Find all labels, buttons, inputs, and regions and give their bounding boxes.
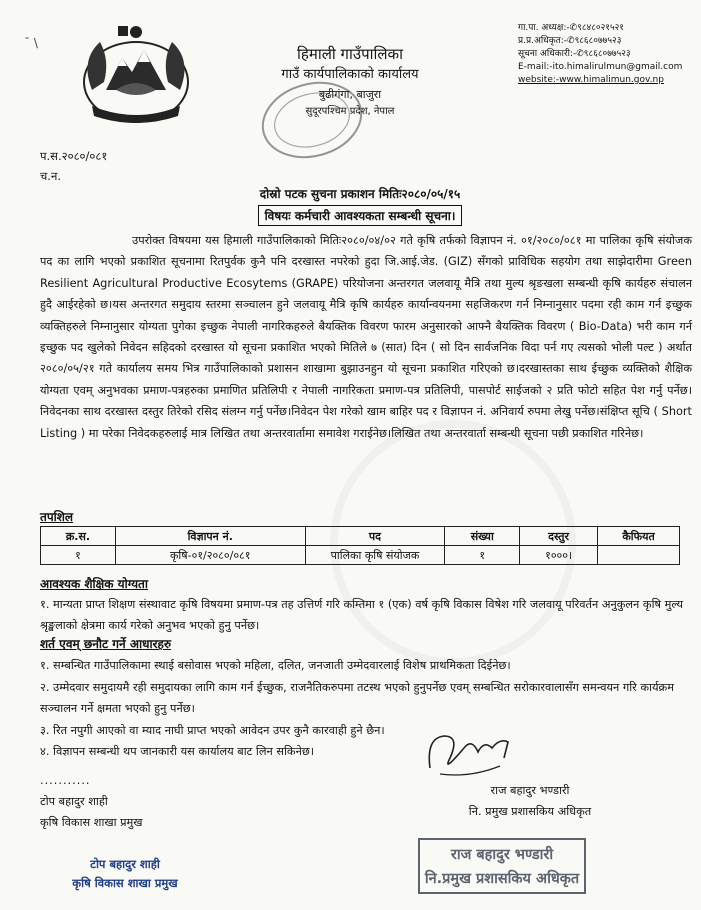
list-item: १. सम्बन्धित गाउँपालिकामा स्थाई बसोवास भएको महिला, दलित, जनजाती उम्मेदवारलाई विशेष प्राथमिकता दिईनेछ। <box>40 659 511 672</box>
col-ad-number: विज्ञापन नं. <box>115 527 305 546</box>
handwritten-signature <box>420 718 520 784</box>
reference-block <box>40 146 107 186</box>
stamp-left-title: कृषि विकास शाखा प्रमुख <box>72 876 178 890</box>
province-name: सुदूरपश्चिम प्रदेश, नेपाल <box>305 106 395 117</box>
nepal-emblem-icon <box>70 20 202 130</box>
cell-serial: १ <box>41 546 116 565</box>
right-signatory-name: राज बहादुर भण्डारी <box>490 784 570 797</box>
education-text: १. मान्यता प्राप्त शिक्षण संस्थावाट कृषि विषयमा प्रमाण-पत्र तह उत्तिर्ण गरि कम्तिमा १ (एक) वर्ष कृषि विकास विषेश गरि जलवायू परिवर्तन अनुकुलन कृषि मुल्य श्रृङ्खलाको क्षेत्रमा कार्य गरेको अनुभव भएको हुनु पर्नेछ। <box>40 598 684 632</box>
email-text: E-mail:-ito.himalirulmun@gmail.com <box>518 62 683 72</box>
table-row <box>41 546 680 565</box>
stamp-left-name: टोप बहादुर शाही <box>90 857 160 871</box>
signature-line: ........... <box>40 774 91 787</box>
dispatch-number: च.न. <box>40 169 61 183</box>
office-name: गाउँ कार्यपालिकाको कार्यालय <box>281 67 419 82</box>
conditions-list <box>40 655 685 763</box>
left-signatory-title: कृषि विकास शाखा प्रमुख <box>40 816 143 829</box>
cell-fee: १०००। <box>520 546 598 565</box>
office-seal-stamp <box>258 80 366 160</box>
right-signatory-title: नि. प्रमुख प्रशासकिय अधिकृत <box>468 805 592 818</box>
publish-date: दोस्रो पटक सुचना प्रकाशन मितिः२०८०/०५/१५ <box>259 187 461 201</box>
subject-line <box>40 205 680 226</box>
staple-mark: ˉ \ <box>24 36 38 50</box>
right-signatory <box>390 780 670 822</box>
chairperson-phone: गा.पा. अध्यक्ष:-✆९८४८०२१५२१ <box>518 23 624 33</box>
right-name-stamp <box>418 838 586 894</box>
col-post: पद <box>305 527 445 546</box>
info-officer-phone: सूचना अधिकारी:-✆९८६८०७७५२३ <box>518 49 631 59</box>
conditions-heading: शर्त एवम् छनौट गर्ने आधारहरु <box>40 637 172 651</box>
col-fee: दस्तुर <box>520 527 598 546</box>
col-remarks: कैफियत <box>598 527 680 546</box>
education-heading: आवश्यक शैक्षिक योग्यता <box>40 577 149 591</box>
cell-post: पालिका कृषि संयोजक <box>305 546 445 565</box>
details-heading: तपशिल <box>40 510 74 524</box>
notice-paragraph: उपरोक्त विषयमा यस हिमाली गाउँपालिकाको मितिः२०८०/०४/०२ गते कृषि तर्फको विज्ञापन नं. ०१/२०८०/०८१ मा पालिका कृषि संयोजक पद का लागि भएको प्रकाशित सूचनामा रितपुर्वक कुनै पनि दरखास्त नपरेको हुदा जि.आई.जेड. (GIZ) सँगको प्राविधिक सहयोग तथा साझेदारीमा Green Resilient Agricultural Productive Ecosytems (GRAPE) परियोजना अन्तरगत जलवायू मैत्रि तथा मुल्य श्रृङखला सम्बन्धी कृषि कार्यहरु संचालन हुदै आईरहेको छ।यस अन्तरगत समुदाय स्तरमा सञ्चालन हुने जलवायू मैत्रि कृषि कार्यहरु कार्यान्वयनमा सहजिकरण गर्न निम्नानुसार पदमा रही काम गर्न इच्छुक व्यक्तिहरुले निम्नानुसार योग्यता पुगेका इच्छुक नेपाली नागरिकहरुले बैयक्तिक विवरण फारम अनुसारको आफ्नै बैयक्तिक विवरण ( Bio-Data) भरी काम गर्न इच्छुक पद खुलेको निवेदन सहिदको दरखास्त यो सूचना प्रकाशित भएको मितिले ७ (सात) दिन ( सो दिन सार्वजनिक विदा पर्न गए त्यसको भोली पल्ट ) अर्थात २०८०/०५/२१ गते कार्यालय समय भित्र गाउँपालिकाको प्रशासन शाखामा बुझाउनहुन यो सूचना प्रकाशित गरिएको छ।दरखास्तका साथ ईच्छुक व्यक्तिको शैक्षिक योग्यता एवम् अनुभवका प्रमाण-पत्रहरुका प्रमाणित प्रतिलिपी र नेपाली नागरिकता प्रमाण-पत्र प्रतिलिपी, पासपोर्ट साईजको २ प्रति फोटो सहित पेश गर्नु पर्नेछ।निवेदनका साथ दरखास्त दस्तुर तिरेको रसिद संलग्न गर्नु पर्नेछ।निवेदन पेश गरेको खाम बाहिर पद र विज्ञापन नं. अनिवार्य रुपमा लेखु पर्नेछ।संक्षिप्त सूचि ( Short Listing ) मा परेका निवेदकहरुलाई मात्र लिखित तथा अन्तरवार्तामा समावेश गराईनेछ।लिखित तथा अन्तरवार्ता सम्बन्धी सूचना पछी प्रकाशित गरिनेछ। <box>40 234 693 440</box>
stamp-right-title: नि.प्रमुख प्रशासकिय अधिकृत <box>424 871 580 887</box>
municipality-name: हिमाली गाउँपालिका <box>297 45 403 63</box>
website-link[interactable]: website:-www.himalimun.gov.np <box>518 75 664 85</box>
contact-block <box>518 22 698 87</box>
col-serial: क्र.स. <box>41 527 116 546</box>
list-item: ३. रित नपुगी आएको वा म्याद नाघी प्राप्त भएको आवेदन उपर कुनै कारवाही हुने छैन। <box>40 723 385 737</box>
office-address: बुढीगंगा, बाजुरा <box>318 88 382 101</box>
cell-ad-number: कृषि-०१/२०८०/०८१ <box>115 546 305 565</box>
cell-count: १ <box>445 546 520 565</box>
list-item: ४. विज्ञापन सम्बन्धी थप जानकारी यस कार्यालय बाट लिन सकिनेछ। <box>40 745 315 758</box>
list-item: २. उम्मेदवार समुदायमै रही समुदायका लागि काम गर्न ईच्छुक, राजनैतिकरुपमा तटस्थ भएको हुनुपर्नेछ एवम् सम्बन्धित सरोकारवालासँग समन्वयन गरि कार्यक्रम सञ्चालन गर्ने क्षमता भएको हुनु पर्नेछ। <box>40 680 674 715</box>
left-name-stamp <box>40 855 210 893</box>
left-signatory-name: टोप बहादुर शाही <box>40 795 108 808</box>
letter-number: प.स.२०८०/०८१ <box>40 149 108 163</box>
cao-phone: प्र.प्र.अधिकृत:-✆९८६८०७७५२३ <box>518 36 622 46</box>
cell-remarks <box>598 546 680 565</box>
stamp-right-name: राज बहादुर भण्डारी <box>450 847 554 863</box>
left-signatory <box>40 770 260 833</box>
table-header-row <box>41 527 680 546</box>
col-count: संख्या <box>445 527 520 546</box>
notice-body <box>40 230 692 444</box>
subject-box: विषयः कर्मचारी आवश्यकता सम्बन्धी सूचना। <box>258 205 463 226</box>
vacancy-table <box>40 526 680 565</box>
